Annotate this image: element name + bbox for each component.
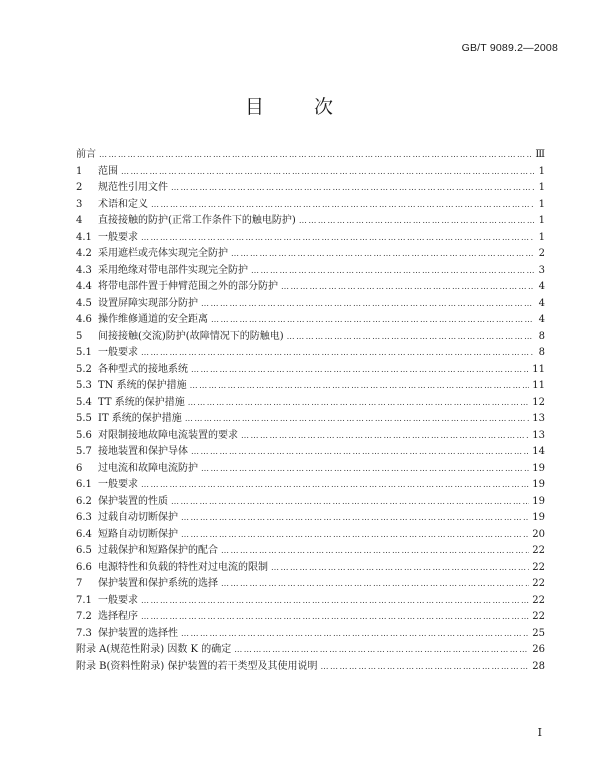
toc-entry[interactable] bbox=[76, 345, 545, 362]
toc-entry-number: 6.2 bbox=[76, 495, 92, 507]
toc-entry-number: 6 bbox=[76, 462, 83, 474]
toc-entry-number: 4.3 bbox=[76, 264, 92, 276]
table-of-contents bbox=[76, 147, 545, 675]
toc-entry-label: 一般要求 bbox=[98, 231, 138, 243]
toc-entry-label: 直接接触的防护(正常工作条件下的触电防护) bbox=[98, 215, 296, 226]
toc-entry[interactable] bbox=[76, 197, 545, 214]
toc-entry-label: 过载自动切断保护 bbox=[98, 512, 178, 523]
toc-entry-number: 5.5 bbox=[76, 413, 92, 424]
toc-entry-number: 7 bbox=[76, 578, 83, 589]
toc-leader-dots bbox=[191, 362, 529, 379]
toc-entry-page: 22 bbox=[532, 594, 545, 606]
page-number: I bbox=[537, 726, 542, 739]
toc-entry[interactable] bbox=[76, 296, 545, 313]
toc-entry-page: 8 bbox=[538, 330, 545, 342]
toc-entry-label: 过载保护和短路保护的配合 bbox=[98, 545, 218, 556]
toc-leader-dots bbox=[171, 180, 534, 197]
toc-leader-dots bbox=[211, 312, 534, 329]
toc-entry-number: 4 bbox=[76, 215, 83, 226]
toc-entry[interactable] bbox=[76, 461, 545, 478]
toc-entry[interactable] bbox=[76, 329, 545, 346]
toc-entry-label: 附录 A(规范性附录) 因数 K 的确定 bbox=[76, 644, 232, 655]
toc-entry-number: 4.1 bbox=[76, 231, 92, 243]
toc-leader-dots bbox=[141, 593, 529, 610]
toc-entry[interactable] bbox=[76, 428, 545, 445]
toc-entry-page: 26 bbox=[532, 644, 545, 655]
toc-entry-page: 1 bbox=[538, 215, 545, 226]
toc-entry[interactable] bbox=[76, 395, 545, 412]
page-title: 目 次 bbox=[244, 96, 356, 118]
toc-entry-number: 5.6 bbox=[76, 429, 92, 441]
toc-entry-page: 22 bbox=[532, 611, 545, 622]
toc-leader-dots bbox=[181, 626, 529, 643]
toc-entry-number: 5.1 bbox=[76, 347, 92, 358]
toc-entry[interactable] bbox=[76, 362, 545, 379]
toc-entry-label: 范围 bbox=[98, 165, 118, 177]
toc-entry-page: 14 bbox=[532, 446, 545, 457]
toc-leader-dots bbox=[251, 263, 534, 280]
toc-leader-dots bbox=[201, 461, 529, 478]
toc-entry[interactable] bbox=[76, 510, 545, 527]
toc-entry-number: 1 bbox=[76, 165, 83, 177]
toc-entry-label: 操作维修通道的安全距离 bbox=[98, 314, 208, 325]
toc-entry-number: 3 bbox=[76, 198, 83, 210]
toc-entry-page: 25 bbox=[532, 627, 545, 639]
toc-entry-label: 对限制接地故障电流装置的要求 bbox=[98, 429, 238, 441]
toc-entry-page: Ⅲ bbox=[535, 149, 545, 160]
toc-leader-dots bbox=[151, 197, 534, 214]
toc-entry[interactable] bbox=[76, 279, 545, 296]
toc-leader-dots bbox=[221, 543, 529, 560]
toc-entry-label: 接地装置和保护导体 bbox=[98, 446, 188, 457]
toc-entry[interactable] bbox=[76, 246, 545, 263]
toc-entry[interactable] bbox=[76, 494, 545, 511]
toc-entry-label: 将带电部件置于伸臂范围之外的部分防护 bbox=[98, 281, 278, 292]
toc-entry-page: 19 bbox=[532, 512, 545, 523]
toc-leader-dots bbox=[281, 279, 534, 296]
toc-entry-label: 间接接触(交流)防护(故障情况下的防触电) bbox=[98, 330, 284, 342]
toc-leader-dots bbox=[234, 642, 529, 659]
toc-entry-label: IT 系统的保护措施 bbox=[98, 413, 182, 424]
toc-entry-page: 4 bbox=[538, 314, 545, 325]
toc-entry-page: 1 bbox=[538, 231, 545, 243]
toc-entry-number: 5 bbox=[76, 330, 83, 342]
toc-entry-page: 22 bbox=[532, 545, 545, 556]
toc-leader-dots bbox=[201, 296, 534, 313]
toc-entry[interactable] bbox=[76, 543, 545, 560]
toc-leader-dots bbox=[141, 477, 529, 494]
toc-entry-label: TN 系统的保护措施 bbox=[98, 380, 187, 391]
toc-entry-label: 采用绝缘对带电部件实现完全防护 bbox=[98, 264, 248, 276]
toc-entry[interactable] bbox=[76, 180, 545, 197]
toc-leader-dots bbox=[190, 378, 530, 395]
toc-entry-page: 11 bbox=[532, 380, 545, 391]
toc-entry-page: 13 bbox=[532, 429, 545, 441]
toc-entry[interactable] bbox=[76, 477, 545, 494]
toc-entry-number: 6.5 bbox=[76, 545, 92, 556]
toc-leader-dots bbox=[231, 246, 534, 263]
toc-leader-dots bbox=[141, 345, 534, 362]
toc-entry-label: 过电流和故障电流防护 bbox=[98, 462, 198, 474]
toc-entry[interactable] bbox=[76, 576, 545, 593]
toc-leader-dots bbox=[191, 444, 529, 461]
toc-entry[interactable] bbox=[76, 230, 545, 247]
toc-leader-dots bbox=[185, 411, 529, 428]
toc-entry-page: 19 bbox=[532, 479, 545, 490]
toc-entry-label: 一般要求 bbox=[98, 347, 138, 358]
toc-entry-number: 2 bbox=[76, 182, 83, 193]
toc-entry-label: TT 系统的保护措施 bbox=[98, 396, 185, 408]
toc-entry[interactable] bbox=[76, 411, 545, 428]
standard-code: GB/T 9089.2—2008 bbox=[461, 42, 558, 54]
toc-entry[interactable] bbox=[76, 444, 545, 461]
toc-entry-number: 7.2 bbox=[76, 611, 92, 622]
toc-leader-dots bbox=[299, 213, 534, 230]
toc-entry-label: 一般要求 bbox=[98, 594, 138, 606]
toc-entry[interactable] bbox=[76, 593, 545, 610]
toc-entry-page: 28 bbox=[532, 660, 545, 672]
toc-entry-number: 5.2 bbox=[76, 363, 92, 375]
toc-leader-dots bbox=[99, 147, 532, 164]
toc-entry-number: 6.1 bbox=[76, 479, 92, 490]
toc-entry[interactable] bbox=[76, 378, 545, 395]
toc-leader-dots bbox=[141, 230, 534, 247]
toc-entry-label: 规范性引用文件 bbox=[98, 182, 168, 193]
toc-entry[interactable] bbox=[76, 626, 545, 643]
toc-entry[interactable] bbox=[76, 312, 545, 329]
toc-leader-dots bbox=[321, 659, 530, 676]
toc-entry-label: 附录 B(资料性附录) 保护装置的若干类型及其使用说明 bbox=[76, 660, 318, 672]
toc-entry[interactable] bbox=[76, 659, 545, 676]
toc-entry-number: 7.3 bbox=[76, 627, 92, 639]
toc-entry-page: 12 bbox=[532, 396, 545, 408]
toc-entry-number: 5.4 bbox=[76, 396, 92, 408]
toc-entry-label: 保护装置的性质 bbox=[98, 495, 168, 507]
toc-entry-number: 7.1 bbox=[76, 594, 92, 606]
toc-entry-label: 术语和定义 bbox=[98, 198, 148, 210]
toc-leader-dots bbox=[181, 527, 529, 544]
toc-entry-label: 一般要求 bbox=[98, 479, 138, 490]
toc-entry[interactable] bbox=[76, 642, 545, 659]
toc-entry[interactable] bbox=[76, 213, 545, 230]
toc-entry-label: 前言 bbox=[76, 149, 96, 160]
toc-leader-dots bbox=[287, 329, 534, 346]
toc-entry-page: 19 bbox=[532, 462, 545, 474]
toc-entry[interactable] bbox=[76, 164, 545, 181]
toc-leader-dots bbox=[181, 510, 529, 527]
toc-entry[interactable] bbox=[76, 527, 545, 544]
toc-entry-number: 6.4 bbox=[76, 528, 92, 540]
toc-leader-dots bbox=[271, 560, 529, 577]
toc-leader-dots bbox=[188, 395, 530, 412]
toc-entry-label: 各种型式的接地系统 bbox=[98, 363, 188, 375]
toc-entry-label: 保护装置和保护系统的选择 bbox=[98, 578, 218, 589]
toc-entry[interactable] bbox=[76, 560, 545, 577]
toc-entry-page: 11 bbox=[532, 363, 545, 375]
toc-entry-number: 4.5 bbox=[76, 297, 92, 309]
toc-leader-dots bbox=[241, 428, 529, 445]
toc-leader-dots bbox=[171, 494, 529, 511]
toc-entry-number: 5.3 bbox=[76, 380, 92, 391]
toc-entry-label: 电源特性和负载的特性对过电流的限制 bbox=[98, 561, 268, 573]
toc-entry-number: 5.7 bbox=[76, 446, 92, 457]
toc-entry-label: 采用遮栏或壳体实现完全防护 bbox=[98, 248, 228, 259]
toc-entry-page: 13 bbox=[532, 413, 545, 424]
toc-entry-number: 4.6 bbox=[76, 314, 92, 325]
toc-leader-dots bbox=[141, 609, 529, 626]
toc-entry-page: 1 bbox=[538, 165, 545, 177]
toc-entry[interactable] bbox=[76, 147, 545, 164]
toc-entry[interactable] bbox=[76, 263, 545, 280]
toc-entry-number: 6.6 bbox=[76, 561, 92, 573]
toc-entry-page: 4 bbox=[538, 297, 545, 309]
toc-leader-dots bbox=[121, 164, 534, 181]
toc-entry-page: 22 bbox=[532, 561, 545, 573]
toc-entry-page: 2 bbox=[538, 248, 545, 259]
toc-leader-dots bbox=[221, 576, 529, 593]
toc-entry-page: 1 bbox=[538, 182, 545, 193]
toc-entry-label: 保护装置的选择性 bbox=[98, 627, 178, 639]
toc-entry-page: 4 bbox=[538, 281, 545, 292]
toc-entry-page: 8 bbox=[538, 347, 545, 358]
toc-entry-number: 4.2 bbox=[76, 248, 92, 259]
toc-entry[interactable] bbox=[76, 609, 545, 626]
toc-entry-number: 6.3 bbox=[76, 512, 92, 523]
toc-entry-page: 3 bbox=[538, 264, 545, 276]
toc-entry-label: 短路自动切断保护 bbox=[98, 528, 178, 540]
toc-entry-number: 4.4 bbox=[76, 281, 92, 292]
toc-entry-page: 22 bbox=[532, 578, 545, 589]
toc-entry-label: 选择程序 bbox=[98, 611, 138, 622]
toc-entry-page: 20 bbox=[532, 528, 545, 540]
toc-entry-label: 设置屏障实现部分防护 bbox=[98, 297, 198, 309]
toc-entry-page: 19 bbox=[532, 495, 545, 507]
toc-entry-page: 1 bbox=[538, 198, 545, 210]
